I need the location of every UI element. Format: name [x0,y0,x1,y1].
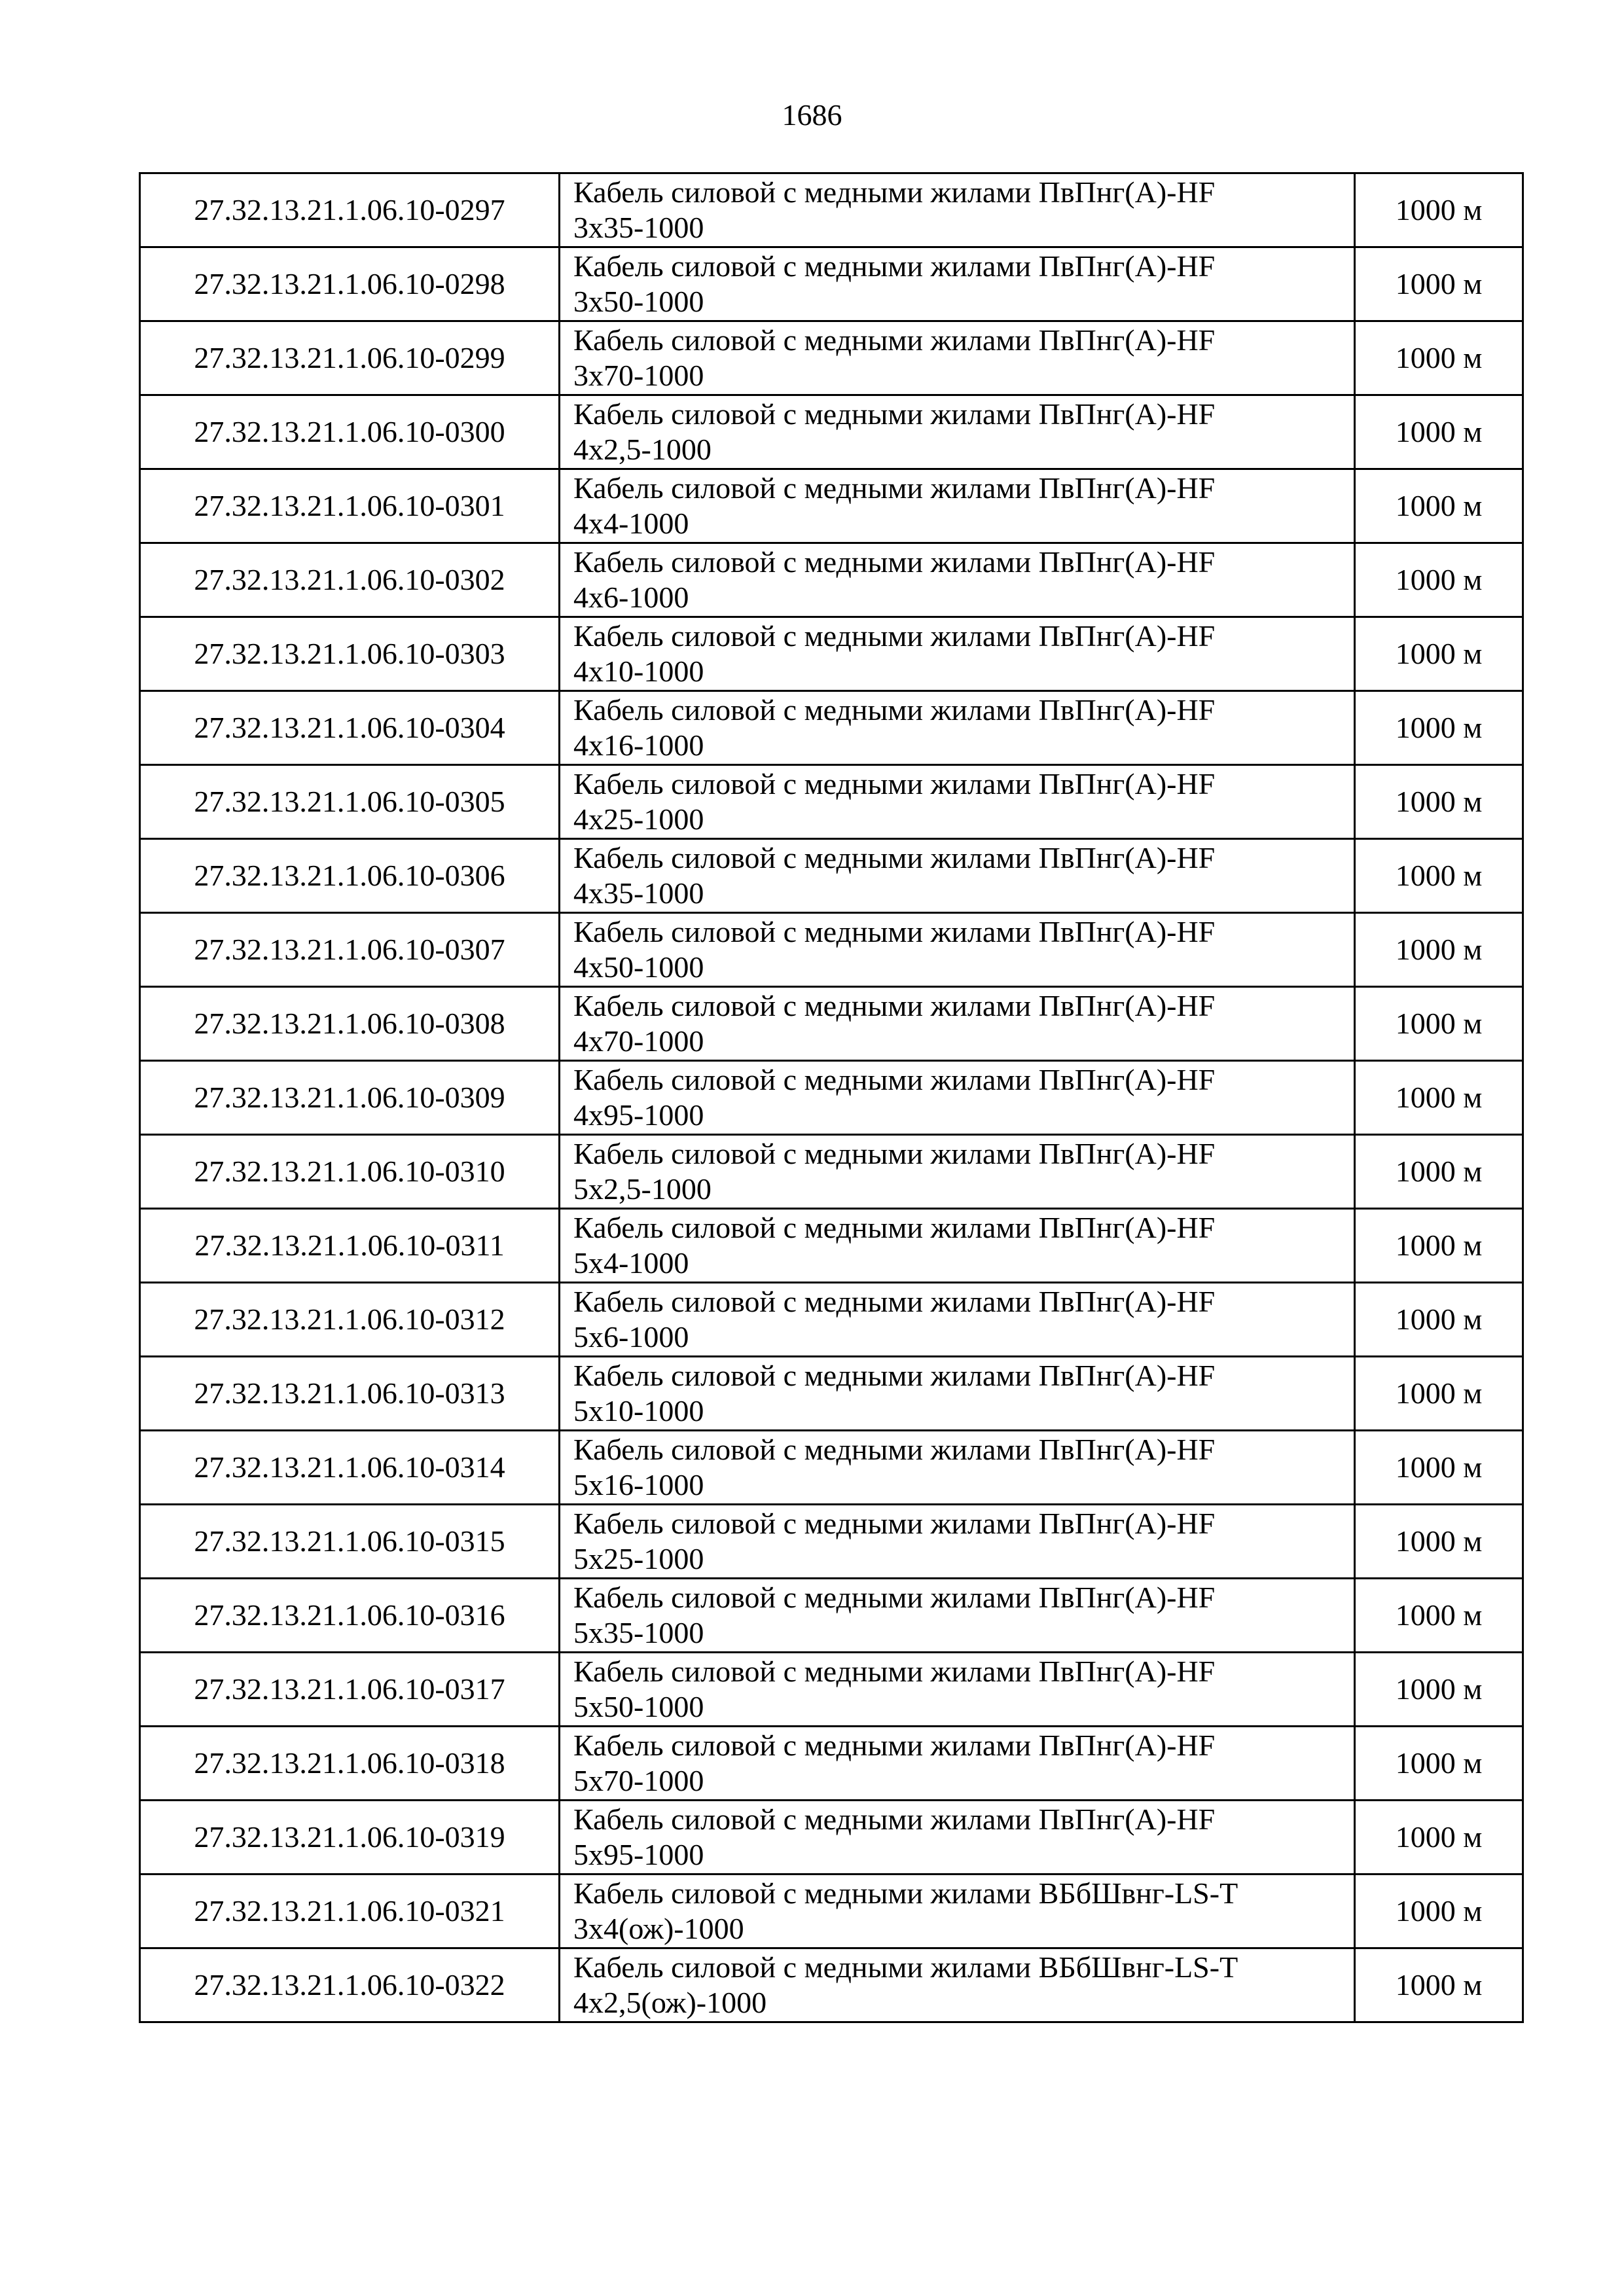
resource-name [560,1283,1355,1357]
resource-code: 27.32.13.21.1.06.10-0315 [140,1505,560,1579]
table-row [140,1579,1523,1653]
resource-unit: 1000 м [1355,1727,1523,1801]
table-row [140,1209,1523,1283]
table-row [140,469,1523,543]
table-row [140,987,1523,1061]
table-row [140,1505,1523,1579]
resource-code: 27.32.13.21.1.06.10-0308 [140,987,560,1061]
resource-name-line2: 4х50-1000 [573,950,704,984]
resource-name-line1: Кабель силовой с медными жилами ПвПнг(А)-HF [573,1655,1216,1688]
resource-name [560,691,1355,765]
page-number: 1686 [782,98,842,132]
resource-code: 27.32.13.21.1.06.10-0319 [140,1801,560,1874]
table-row [140,1801,1523,1874]
resource-name-line1: Кабель силовой с медными жилами ПвПнг(А)-HF [573,1581,1216,1614]
resource-name-line2: 5х70-1000 [573,1764,704,1797]
resource-unit: 1000 м [1355,1874,1523,1948]
resource-unit: 1000 м [1355,1209,1523,1283]
table-row [140,1948,1523,2022]
resource-unit: 1000 м [1355,247,1523,321]
resource-name-line1: Кабель силовой с медными жилами ПвПнг(А)-HF [573,323,1216,357]
resource-code: 27.32.13.21.1.06.10-0321 [140,1874,560,1948]
resource-code: 27.32.13.21.1.06.10-0299 [140,321,560,395]
resource-name-line2: 5х10-1000 [573,1394,704,1427]
resource-unit: 1000 м [1355,173,1523,247]
table-row [140,395,1523,469]
resource-name-line1: Кабель силовой с медными жилами ПвПнг(А)-HF [573,693,1216,726]
resource-name-line2: 4х70-1000 [573,1024,704,1058]
resource-unit: 1000 м [1355,1357,1523,1431]
resource-code: 27.32.13.21.1.06.10-0300 [140,395,560,469]
resource-code: 27.32.13.21.1.06.10-0318 [140,1727,560,1801]
resource-code: 27.32.13.21.1.06.10-0306 [140,839,560,913]
resource-unit: 1000 м [1355,913,1523,987]
resource-name-line1: Кабель силовой с медными жилами ПвПнг(А)-HF [573,1063,1216,1096]
resource-code: 27.32.13.21.1.06.10-0303 [140,617,560,691]
resource-unit: 1000 м [1355,395,1523,469]
resource-name-line2: 3х70-1000 [573,359,704,392]
resource-code: 27.32.13.21.1.06.10-0322 [140,1948,560,2022]
resource-name-line1: Кабель силовой с медными жилами ПвПнг(А)-HF [573,1137,1216,1170]
resource-unit: 1000 м [1355,321,1523,395]
resource-name-line1: Кабель силовой с медными жилами ПвПнг(А)-HF [573,841,1216,874]
resource-name [560,1135,1355,1209]
resource-code: 27.32.13.21.1.06.10-0314 [140,1431,560,1505]
resource-name-line1: Кабель силовой с медными жилами ПвПнг(А)-HF [573,545,1216,579]
resource-code: 27.32.13.21.1.06.10-0317 [140,1653,560,1727]
resource-code: 27.32.13.21.1.06.10-0316 [140,1579,560,1653]
resource-unit: 1000 м [1355,691,1523,765]
resource-name-line1: Кабель силовой с медными жилами ПвПнг(А)-HF [573,1507,1216,1540]
table-row [140,1061,1523,1135]
resource-code: 27.32.13.21.1.06.10-0307 [140,913,560,987]
resource-name [560,1505,1355,1579]
resource-name-line2: 3х4(ож)-1000 [573,1912,744,1945]
resource-table [139,172,1524,2023]
resource-name-line1: Кабель силовой с медными жилами ПвПнг(А)-HF [573,1433,1216,1466]
resource-name-line2: 4х4-1000 [573,507,689,540]
resource-name-line1: Кабель силовой с медными жилами ПвПнг(А)-HF [573,767,1216,800]
resource-name-line1: Кабель силовой с медными жилами ПвПнг(А)-HF [573,1285,1216,1318]
resource-name-line2: 5х25-1000 [573,1542,704,1575]
table-row [140,173,1523,247]
table-row [140,1357,1523,1431]
table-row [140,321,1523,395]
resource-name-line1: Кабель силовой с медными жилами ПвПнг(А)-HF [573,249,1216,283]
table-row [140,617,1523,691]
resource-name [560,1727,1355,1801]
resource-code: 27.32.13.21.1.06.10-0312 [140,1283,560,1357]
resource-name [560,469,1355,543]
resource-name-line2: 4х16-1000 [573,728,704,762]
table-row [140,1727,1523,1801]
resource-name-line1: Кабель силовой с медными жилами ПвПнг(А)-HF [573,1803,1216,1836]
resource-name [560,173,1355,247]
resource-name [560,765,1355,839]
resource-name-line2: 4х25-1000 [573,802,704,836]
resource-name [560,1948,1355,2022]
resource-name-line2: 5х2,5-1000 [573,1172,712,1206]
table-row [140,1135,1523,1209]
resource-name-line1: Кабель силовой с медными жилами ПвПнг(А)-HF [573,915,1216,948]
resource-unit: 1000 м [1355,1653,1523,1727]
resource-code: 27.32.13.21.1.06.10-0302 [140,543,560,617]
table-row [140,543,1523,617]
resource-unit: 1000 м [1355,617,1523,691]
table-row [140,1431,1523,1505]
resource-name-line2: 5х35-1000 [573,1616,704,1649]
resource-name [560,987,1355,1061]
resource-table-body [140,173,1523,2022]
resource-name-line1: Кабель силовой с медными жилами ПвПнг(А)-HF [573,471,1216,505]
table-row [140,1653,1523,1727]
resource-unit: 1000 м [1355,1431,1523,1505]
resource-name [560,1579,1355,1653]
resource-name-line1: Кабель силовой с медными жилами ПвПнг(А)-HF [573,619,1216,653]
resource-code: 27.32.13.21.1.06.10-0311 [140,1209,560,1283]
resource-name-line1: Кабель силовой с медными жилами ПвПнг(А)-HF [573,1729,1216,1762]
table-row [140,839,1523,913]
resource-name [560,1209,1355,1283]
resource-name [560,1653,1355,1727]
resource-name [560,1357,1355,1431]
resource-name-line1: Кабель силовой с медными жилами ВБбШвнг-LS-Т [573,1950,1238,1984]
resource-name-line1: Кабель силовой с медными жилами ПвПнг(А)-HF [573,175,1216,209]
resource-name [560,913,1355,987]
resource-name-line2: 5х6-1000 [573,1320,689,1354]
resource-name-line2: 4х2,5(ож)-1000 [573,1986,767,2019]
resource-code: 27.32.13.21.1.06.10-0305 [140,765,560,839]
resource-name-line1: Кабель силовой с медными жилами ВБбШвнг-LS-Т [573,1876,1238,1910]
resource-name [560,839,1355,913]
resource-name-line2: 5х16-1000 [573,1468,704,1501]
table-row [140,913,1523,987]
table-row [140,691,1523,765]
resource-unit: 1000 м [1355,987,1523,1061]
resource-unit: 1000 м [1355,1579,1523,1653]
resource-name-line2: 5х95-1000 [573,1838,704,1871]
table-row [140,247,1523,321]
resource-unit: 1000 м [1355,1135,1523,1209]
resource-name-line1: Кабель силовой с медными жилами ПвПнг(А)-HF [573,397,1216,431]
table-row [140,1874,1523,1948]
resource-code: 27.32.13.21.1.06.10-0313 [140,1357,560,1431]
resource-name [560,321,1355,395]
resource-name-line1: Кабель силовой с медными жилами ПвПнг(А)-HF [573,1359,1216,1392]
resource-code: 27.32.13.21.1.06.10-0310 [140,1135,560,1209]
resource-name-line2: 4х35-1000 [573,876,704,910]
resource-name-line2: 3х50-1000 [573,285,704,318]
resource-name-line2: 4х2,5-1000 [573,433,712,466]
resource-unit: 1000 м [1355,543,1523,617]
resource-code: 27.32.13.21.1.06.10-0309 [140,1061,560,1135]
resource-name-line2: 5х4-1000 [573,1246,689,1280]
resource-name-line1: Кабель силовой с медными жилами ПвПнг(А)-HF [573,989,1216,1022]
resource-code: 27.32.13.21.1.06.10-0304 [140,691,560,765]
resource-unit: 1000 м [1355,1283,1523,1357]
resource-code: 27.32.13.21.1.06.10-0297 [140,173,560,247]
resource-name [560,1801,1355,1874]
resource-code: 27.32.13.21.1.06.10-0298 [140,247,560,321]
resource-unit: 1000 м [1355,1061,1523,1135]
resource-name [560,395,1355,469]
resource-name-line2: 4х6-1000 [573,581,689,614]
resource-unit: 1000 м [1355,839,1523,913]
resource-name-line2: 4х95-1000 [573,1098,704,1132]
table-row [140,1283,1523,1357]
resource-name-line2: 3х35-1000 [573,211,704,244]
resource-code: 27.32.13.21.1.06.10-0301 [140,469,560,543]
resource-unit: 1000 м [1355,1505,1523,1579]
resource-name [560,1874,1355,1948]
resource-name-line2: 5х50-1000 [573,1690,704,1723]
resource-name [560,1061,1355,1135]
table-row [140,765,1523,839]
resource-unit: 1000 м [1355,469,1523,543]
resource-name-line2: 4х10-1000 [573,655,704,688]
resource-name [560,617,1355,691]
resource-unit: 1000 м [1355,1948,1523,2022]
resource-name-line1: Кабель силовой с медными жилами ПвПнг(А)-HF [573,1211,1216,1244]
resource-name [560,543,1355,617]
resource-name [560,247,1355,321]
resource-name [560,1431,1355,1505]
resource-unit: 1000 м [1355,1801,1523,1874]
resource-unit: 1000 м [1355,765,1523,839]
